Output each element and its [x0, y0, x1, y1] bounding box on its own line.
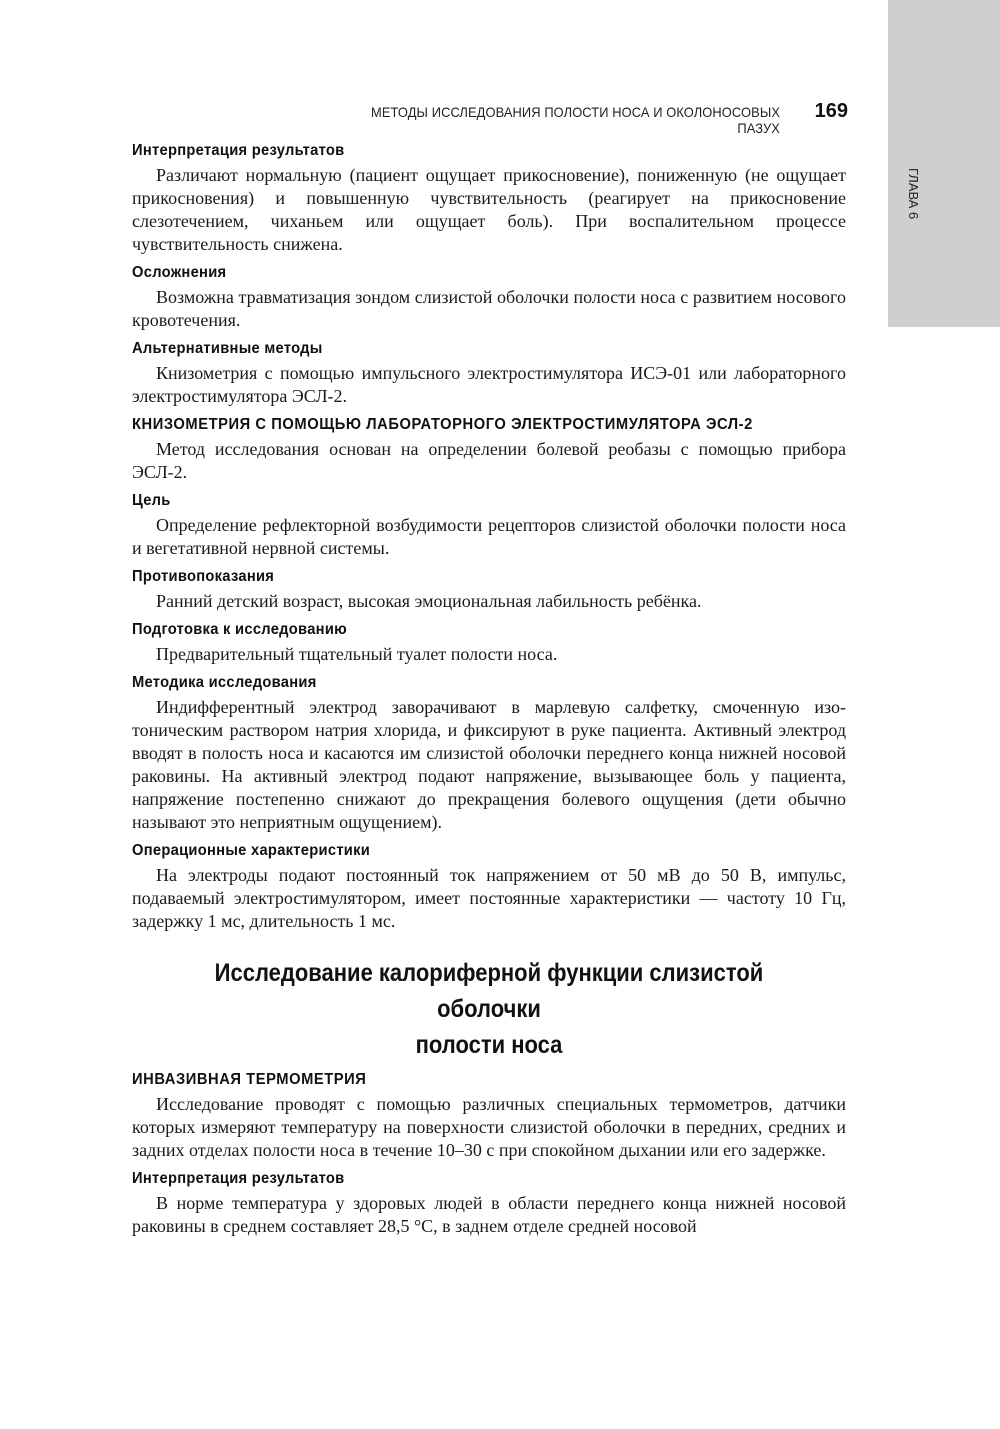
chapter-section-title-line1: Исследование калориферной функции слизистой оболочки — [214, 959, 764, 1023]
section-paragraph: Книзометрия с помощью импульсного электростимулятора ИСЭ-01 или лабораторного электростимулятора ЭСЛ-2. — [132, 363, 846, 406]
page-number: 169 — [814, 100, 848, 122]
section-paragraph: Возможна травматизация зондом слизистой оболочки полости носа с развитием носового кровотечения. — [132, 287, 846, 330]
section-heading: Интерпретация результатов — [132, 142, 345, 159]
section-paragraph: Ранний детский возраст, высокая эмоциональная лабильность ребёнка. — [156, 591, 702, 611]
section-paragraph: Исследование проводят с помощью различных специальных термометров, датчики которых измеряют температуру на поверхности слизистой оболочки в передних, средних и задних отделах полости носа в течение 10–30 с при спокойном дыхании или его задержке. — [132, 1094, 846, 1160]
section-paragraph: В норме температура у здоровых людей в области переднего конца нижней носовой раковины в среднем составляет 28,5 °C, в заднем отделе средней носовой — [132, 1193, 846, 1236]
section-paragraph: Различают нормальную (пациент ощущает прикосновение), пониженную (не ощущает прикосновения) и повышенную чувствительность (реагирует на прикосновение слезотечением, чиханьем или ощущает боль). При воспалительном процессе чувствительность снижена. — [132, 165, 846, 254]
section-paragraph: Метод исследования основан на определении болевой реобазы с помощью прибора ЭСЛ-2. — [132, 439, 846, 482]
chapter-tab-label: ГЛАВА 6 — [906, 168, 921, 220]
section-paragraph: Предварительный тщательный туалет полости носа. — [156, 644, 558, 664]
method-heading: ИНВАЗИВНАЯ ТЕРМОМЕТРИЯ — [132, 1071, 367, 1088]
section-heading: Цель — [132, 492, 171, 509]
section-paragraph: Определение рефлекторной возбудимости рецепторов слизистой оболочки полости носа и вегетативной нервной системы. — [132, 515, 846, 558]
running-head: МЕТОДЫ ИССЛЕДОВАНИЯ ПОЛОСТИ НОСА И ОКОЛОНОСОВЫХ ПАЗУХ — [371, 104, 780, 136]
chapter-tab — [888, 0, 1000, 327]
section-heading: Подготовка к исследованию — [132, 621, 347, 638]
section-heading: Осложнения — [132, 264, 227, 281]
section-heading: Интерпретация результатов — [132, 1170, 345, 1187]
method-heading: КНИЗОМЕТРИЯ С ПОМОЩЬЮ ЛАБОРАТОРНОГО ЭЛЕКТРОСТИМУЛЯТОРА ЭСЛ-2 — [132, 416, 753, 433]
section-heading: Противопоказания — [132, 568, 275, 585]
section-heading: Альтернативные методы — [132, 340, 323, 357]
section-heading: Методика исследования — [132, 674, 317, 691]
chapter-section-title-line2: полости носа — [415, 1031, 563, 1059]
section-heading: Операционные характеристики — [132, 842, 371, 859]
section-paragraph: На электроды подают постоянный ток напряжением от 50 мВ до 50 В, импульс, подаваемый электростимулятором, имеет постоянные характеристики — частоту 10 Гц, задержку 1 мс, длительность 1 мс. — [132, 865, 846, 931]
page-content — [132, 138, 846, 1238]
section-paragraph: Индифферентный электрод заворачивают в марлевую салфетку, смоченную изотоническим раствором натрия хлорида, и фиксируют в руке пациента. Активный электрод вводят в полость носа и касаются им слизистой оболочки переднего конца нижней носовой раковины. На активный электрод подают напряжение, вызывающее боль у пациента, напряжение постепенно снижают до прекращения болевого ощущения (дети обычно называют это неприятным ощущением). — [132, 697, 846, 832]
